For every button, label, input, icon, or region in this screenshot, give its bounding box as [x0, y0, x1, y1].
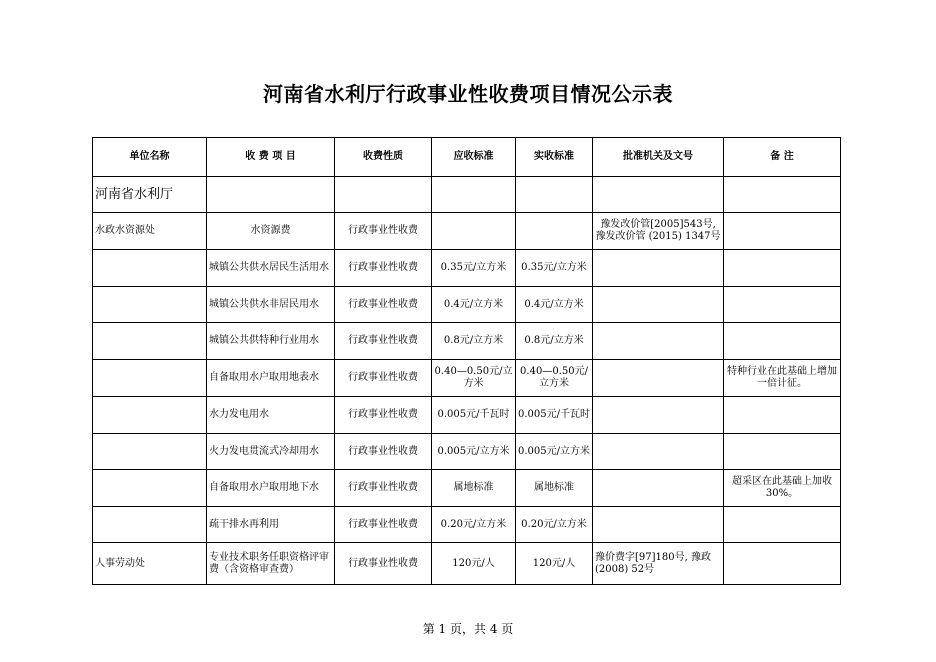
cell-actual: 0.20元/立方米 [516, 507, 593, 543]
cell-unit [93, 250, 207, 287]
cell-item [207, 177, 335, 213]
cell-item: 自备取用水户取用地下水 [207, 470, 335, 507]
cell-item: 城镇公共供水非居民用水 [207, 287, 335, 323]
cell-item: 疏干排水再利用 [207, 507, 335, 543]
cell-item: 水资源费 [207, 213, 335, 250]
table-row [93, 287, 841, 323]
table-row [93, 177, 841, 213]
cell-nature: 行政事业性收费 [335, 250, 432, 287]
cell-item: 城镇公共供水居民生活用水 [207, 250, 335, 287]
header-due: 应收标准 [432, 138, 516, 177]
cell-unit [93, 434, 207, 470]
table-row [93, 250, 841, 287]
cell-remark [724, 177, 841, 213]
fee-table [92, 137, 841, 585]
table-row [93, 323, 841, 360]
cell-nature: 行政事业性收费 [335, 360, 432, 397]
cell-actual: 0.4元/立方米 [516, 287, 593, 323]
cell-nature: 行政事业性收费 [335, 213, 432, 250]
cell-nature: 行政事业性收费 [335, 434, 432, 470]
cell-due: 0.40—0.50元/立方米 [432, 360, 516, 397]
cell-unit [93, 470, 207, 507]
cell-due: 属地标准 [432, 470, 516, 507]
cell-remark [724, 213, 841, 250]
cell-nature: 行政事业性收费 [335, 543, 432, 585]
cell-approval [593, 397, 724, 434]
cell-nature [335, 177, 432, 213]
cell-unit: 人事劳动处 [93, 543, 207, 585]
cell-approval: 豫价费字[97]180号, 豫政 (2008) 52号 [593, 543, 724, 585]
cell-item: 水力发电用水 [207, 397, 335, 434]
cell-approval [593, 287, 724, 323]
cell-unit [93, 287, 207, 323]
cell-approval [593, 177, 724, 213]
cell-remark [724, 323, 841, 360]
table-header-row [93, 138, 841, 177]
cell-unit [93, 323, 207, 360]
cell-unit: 河南省水利厅 [93, 177, 207, 213]
cell-item: 城镇公共供特种行业用水 [207, 323, 335, 360]
cell-remark [724, 250, 841, 287]
header-unit: 单位名称 [93, 138, 207, 177]
cell-approval [593, 434, 724, 470]
cell-item: 火力发电贯流式冷却用水 [207, 434, 335, 470]
cell-approval [593, 250, 724, 287]
table-row [93, 360, 841, 397]
cell-remark [724, 287, 841, 323]
cell-nature: 行政事业性收费 [335, 507, 432, 543]
header-approval: 批准机关及文号 [593, 138, 724, 177]
cell-due: 0.4元/立方米 [432, 287, 516, 323]
cell-due: 0.20元/立方米 [432, 507, 516, 543]
table-row [93, 543, 841, 585]
cell-due [432, 213, 516, 250]
cell-actual: 0.35元/立方米 [516, 250, 593, 287]
cell-nature: 行政事业性收费 [335, 470, 432, 507]
cell-approval [593, 507, 724, 543]
cell-due [432, 177, 516, 213]
cell-actual: 属地标准 [516, 470, 593, 507]
header-remark: 备 注 [724, 138, 841, 177]
header-item: 收 费 项 目 [207, 138, 335, 177]
cell-approval [593, 323, 724, 360]
table-row [93, 434, 841, 470]
cell-remark: 超采区在此基础上加收30%。 [724, 470, 841, 507]
cell-actual: 0.8元/立方米 [516, 323, 593, 360]
cell-unit [93, 507, 207, 543]
cell-nature: 行政事业性收费 [335, 323, 432, 360]
cell-nature: 行政事业性收费 [335, 397, 432, 434]
cell-item: 自备取用水户取用地表水 [207, 360, 335, 397]
cell-approval: 豫发改价管[2005]543号, 豫发改价管 (2015) 1347号 [593, 213, 724, 250]
table-row [93, 213, 841, 250]
cell-remark [724, 543, 841, 585]
cell-actual: 120元/人 [516, 543, 593, 585]
cell-actual: 0.005元/立方米 [516, 434, 593, 470]
page-title: 河南省水利厅行政事业性收费项目情况公示表 [263, 82, 673, 106]
cell-actual: 0.005元/千瓦时 [516, 397, 593, 434]
cell-unit [93, 397, 207, 434]
cell-due: 0.8元/立方米 [432, 323, 516, 360]
cell-remark [724, 397, 841, 434]
cell-remark: 特种行业在此基础上增加一倍计征。 [724, 360, 841, 397]
cell-due: 0.005元/立方米 [432, 434, 516, 470]
table-row [93, 507, 841, 543]
header-nature: 收费性质 [335, 138, 432, 177]
cell-remark [724, 507, 841, 543]
cell-due: 120元/人 [432, 543, 516, 585]
cell-approval [593, 360, 724, 397]
cell-remark [724, 434, 841, 470]
cell-due: 0.35元/立方米 [432, 250, 516, 287]
cell-approval [593, 470, 724, 507]
cell-unit: 水政水资源处 [93, 213, 207, 250]
cell-item: 专业技术职务任职资格评审费（含资格审查费） [207, 543, 335, 585]
cell-actual [516, 177, 593, 213]
cell-due: 0.005元/千瓦时 [432, 397, 516, 434]
cell-actual [516, 213, 593, 250]
cell-nature: 行政事业性收费 [335, 287, 432, 323]
page-footer: 第 1 页，共 4 页 [422, 622, 514, 636]
table-row [93, 470, 841, 507]
cell-unit [93, 360, 207, 397]
header-actual: 实收标准 [516, 138, 593, 177]
cell-actual: 0.40—0.50元/立方米 [516, 360, 593, 397]
table-row [93, 397, 841, 434]
